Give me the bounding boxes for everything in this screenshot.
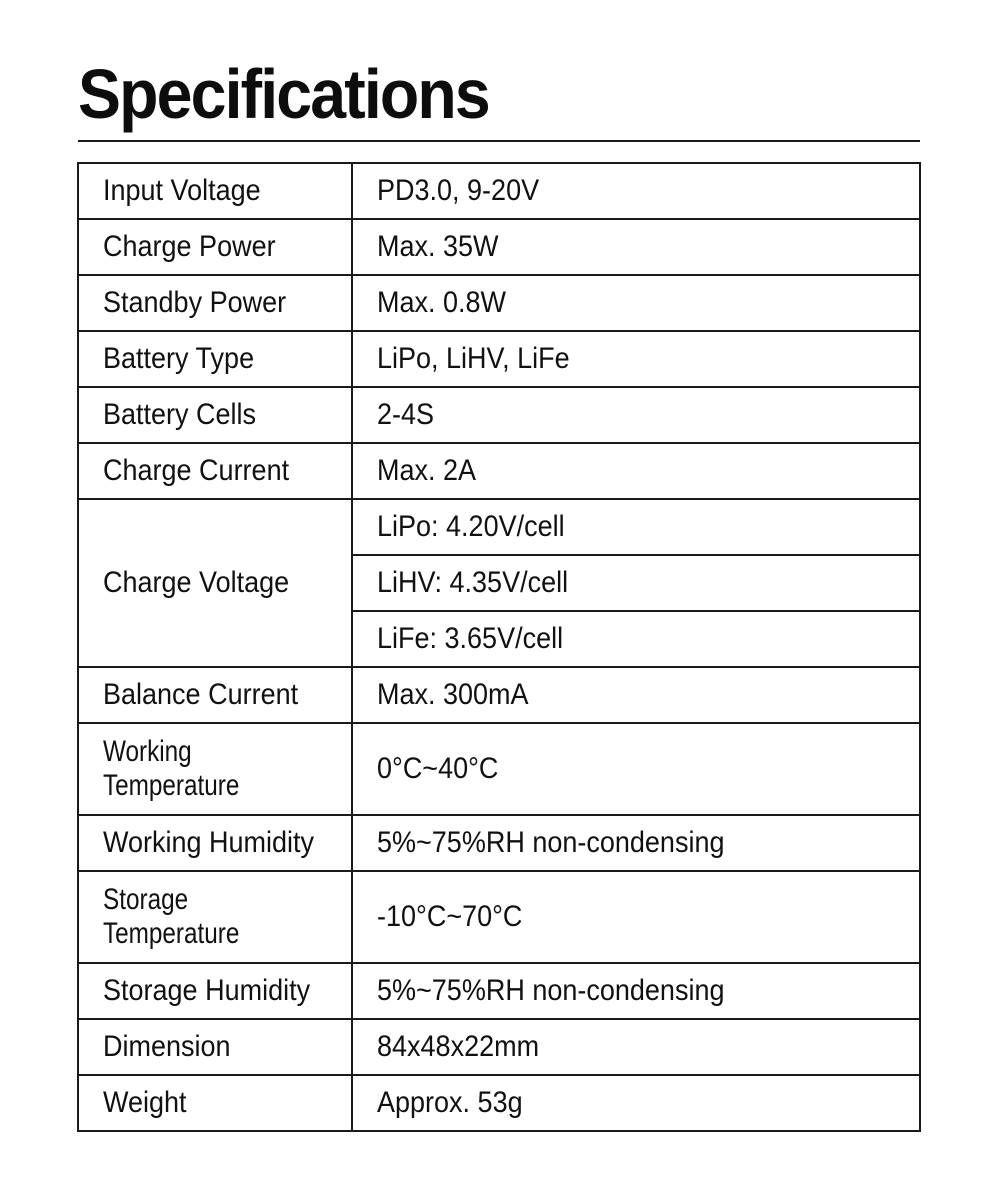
spec-value — [352, 275, 920, 331]
spec-value-text: 0°C~40°C — [377, 752, 499, 785]
spec-label — [78, 331, 352, 387]
table-row — [78, 815, 920, 871]
table-row — [78, 387, 920, 443]
spec-label-text: Charge Current — [103, 454, 290, 487]
table-row — [78, 331, 920, 387]
spec-label-text: Battery Cells — [103, 398, 257, 431]
spec-label-line: Temperature — [103, 769, 240, 802]
spec-value — [352, 555, 920, 611]
table-row — [78, 963, 920, 1019]
spec-label-text: Input Voltage — [103, 174, 261, 207]
spec-value — [352, 963, 920, 1019]
spec-value-text: -10°C~70°C — [377, 900, 523, 933]
spec-value — [352, 1019, 920, 1075]
table-row — [78, 499, 920, 555]
title-divider — [78, 140, 920, 142]
spec-value-text: LiPo, LiHV, LiFe — [377, 342, 570, 375]
spec-value — [352, 815, 920, 871]
spec-value — [352, 667, 920, 723]
page-title: Specifications — [78, 55, 489, 133]
spec-label-text: Standby Power — [103, 286, 287, 319]
spec-label-line: Temperature — [103, 917, 240, 950]
spec-value-text: LiFe: 3.65V/cell — [377, 622, 564, 655]
spec-value — [352, 387, 920, 443]
spec-value-text: PD3.0, 9-20V — [377, 174, 540, 207]
specifications-table — [77, 162, 921, 1132]
spec-label-text: Balance Current — [103, 678, 299, 711]
spec-label — [78, 499, 352, 667]
spec-value — [352, 219, 920, 275]
spec-label-text — [103, 883, 255, 951]
spec-value-text: Max. 0.8W — [377, 286, 507, 319]
spec-label-line: Storage — [103, 883, 189, 916]
spec-label-text: Dimension — [103, 1030, 231, 1063]
table-row — [78, 163, 920, 219]
spec-label — [78, 1019, 352, 1075]
spec-label-text: Storage Humidity — [103, 974, 311, 1007]
spec-label-text: Working Humidity — [103, 826, 315, 859]
spec-label-text: Battery Type — [103, 342, 255, 375]
table-row — [78, 219, 920, 275]
spec-value — [352, 871, 920, 963]
table-row — [78, 871, 920, 963]
spec-value — [352, 723, 920, 815]
table-row — [78, 1019, 920, 1075]
spec-value-text: Max. 300mA — [377, 678, 529, 711]
spec-value-text: 84x48x22mm — [377, 1030, 540, 1063]
spec-label — [78, 275, 352, 331]
spec-label — [78, 219, 352, 275]
spec-value-text: Max. 35W — [377, 230, 499, 263]
spec-label — [78, 815, 352, 871]
spec-value-text: 5%~75%RH non-condensing — [377, 974, 725, 1007]
spec-label — [78, 723, 352, 815]
spec-label-text — [103, 735, 255, 803]
spec-value-text: Max. 2A — [377, 454, 477, 487]
spec-label-text: Charge Power — [103, 230, 276, 263]
spec-label — [78, 963, 352, 1019]
spec-value-text: 5%~75%RH non-condensing — [377, 826, 725, 859]
spec-label — [78, 163, 352, 219]
spec-value — [352, 611, 920, 667]
spec-label-text: Charge Voltage — [103, 566, 290, 599]
spec-value — [352, 443, 920, 499]
spec-value — [352, 331, 920, 387]
table-row — [78, 275, 920, 331]
spec-value — [352, 1075, 920, 1131]
table-row — [78, 1075, 920, 1131]
spec-label-text: Weight — [103, 1086, 187, 1119]
spec-value-text: LiPo: 4.20V/cell — [377, 510, 565, 543]
spec-value-text: Approx. 53g — [377, 1086, 523, 1119]
table-row — [78, 723, 920, 815]
spec-label-line: Working — [103, 735, 192, 768]
spec-label — [78, 387, 352, 443]
spec-label — [78, 1075, 352, 1131]
spec-value — [352, 499, 920, 555]
table-row — [78, 443, 920, 499]
spec-label — [78, 871, 352, 963]
table-row — [78, 667, 920, 723]
spec-value — [352, 163, 920, 219]
spec-value-text: LiHV: 4.35V/cell — [377, 566, 569, 599]
spec-label — [78, 667, 352, 723]
spec-value-text: 2-4S — [377, 398, 435, 431]
spec-label — [78, 443, 352, 499]
